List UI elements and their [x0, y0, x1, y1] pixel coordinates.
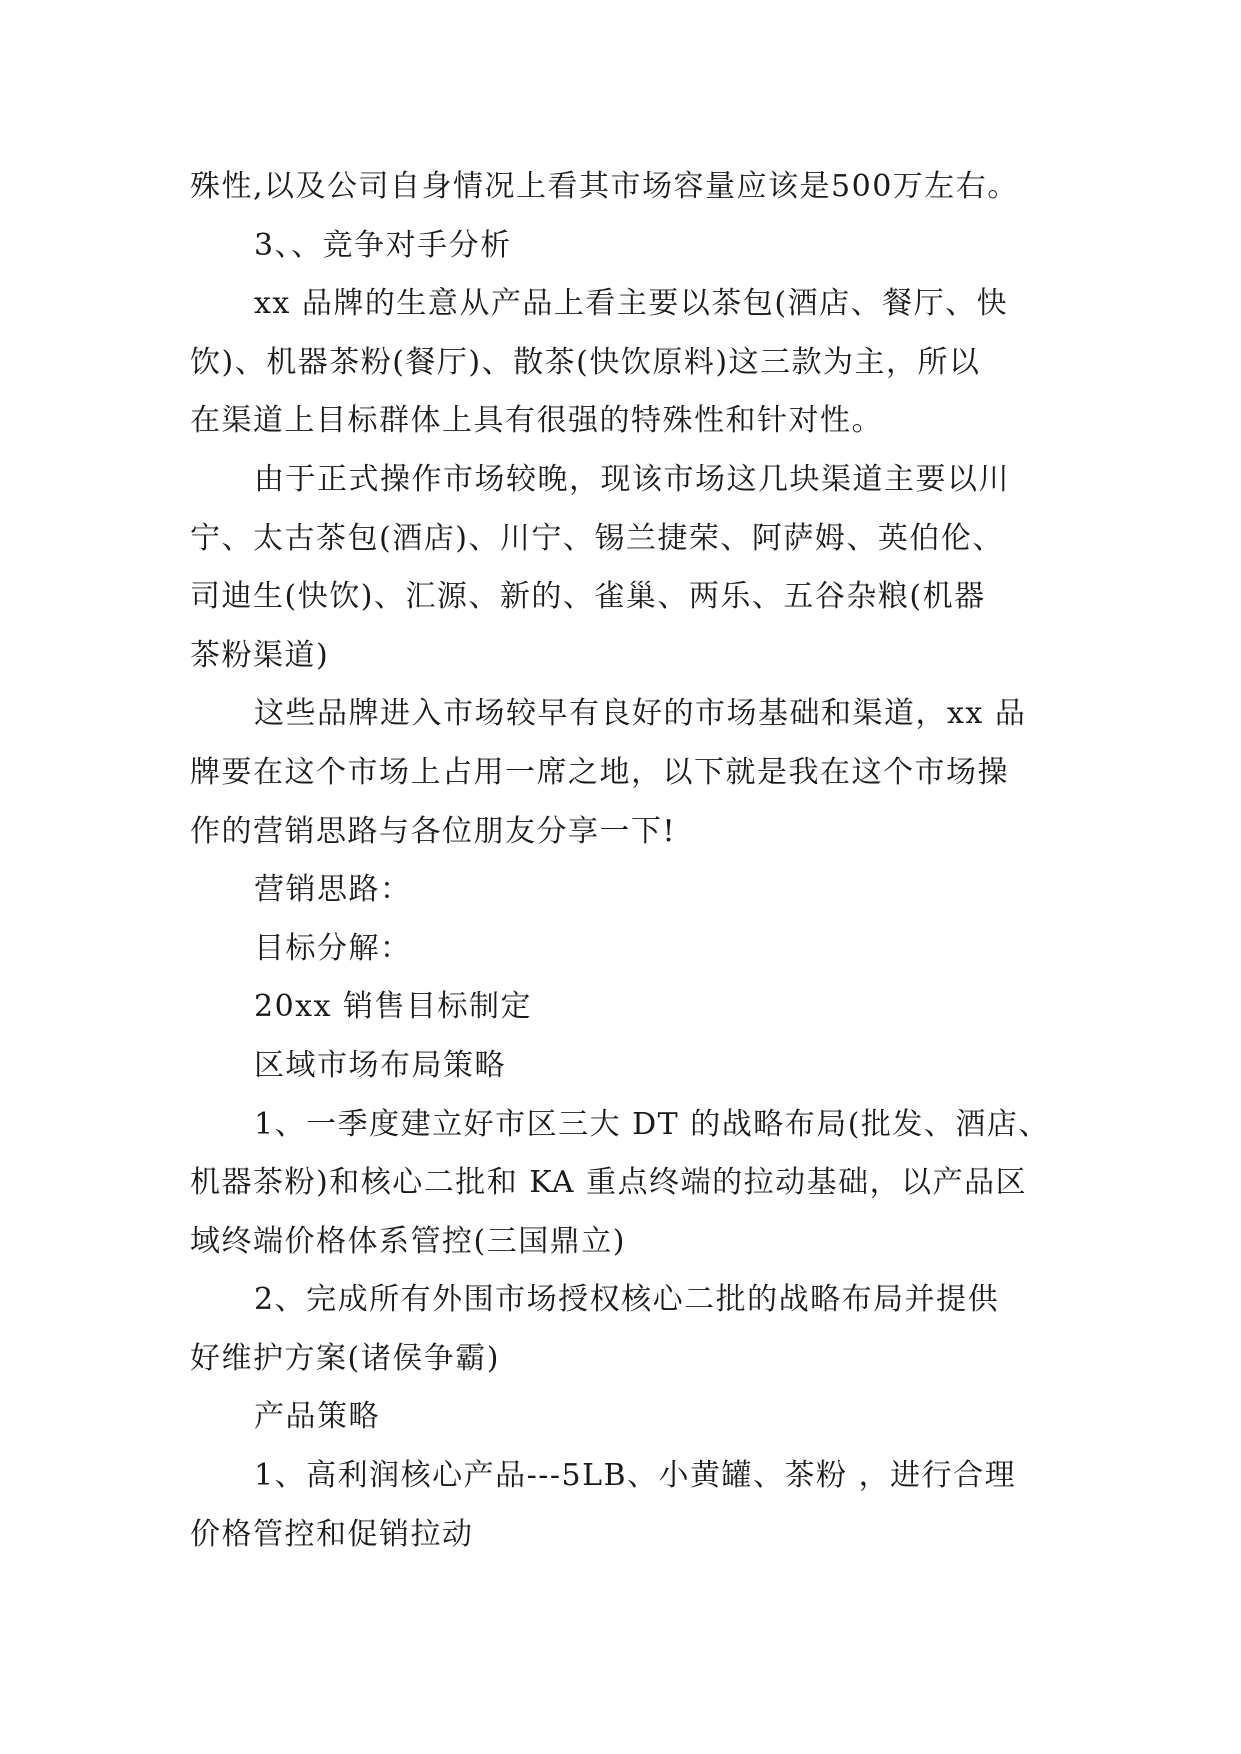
text-line: 2、完成所有外围市场授权核心二批的战略布局并提供 — [254, 1282, 1000, 1318]
text-line: 饮)、机器茶粉(餐厅)、散茶(快饮原料)这三款为主，所以 — [190, 344, 981, 380]
text-line: 价格管控和促销拉动 — [190, 1516, 474, 1552]
text-line: 司迪生(快饮)、汇源、新的、雀巢、两乐、五谷杂粮(机器 — [190, 579, 986, 615]
text-line: 1、高利润核心产品---5LB、小黄罐、茶粉 ，进行合理 — [254, 1458, 1017, 1494]
document-body — [190, 158, 1070, 1564]
section-heading: 产品策略 — [254, 1399, 380, 1435]
section-heading: 区域市场布局策略 — [254, 1047, 506, 1083]
text-line: 在渠道上目标群体上具有很强的特殊性和针对性。 — [190, 403, 883, 439]
text-line: 这些品牌进入市场较早有良好的市场基础和渠道，xx 品 — [254, 696, 1027, 732]
text-line: 1、一季度建立好市区三大 DT 的战略布局(批发、酒店、 — [254, 1106, 1050, 1142]
text-line: 作的营销思路与各位朋友分享一下! — [190, 813, 677, 849]
text-line: 域终端价格体系管控(三国鼎立) — [190, 1223, 626, 1259]
section-heading: 目标分解： — [254, 930, 412, 966]
text-line: 机器茶粉)和核心二批和 KA 重点终端的拉动基础，以产品区 — [190, 1165, 1028, 1201]
text-line: 牌要在这个市场上占用一席之地，以下就是我在这个市场操 — [190, 754, 1009, 790]
section-heading: 3、、竞争对手分析 — [254, 227, 512, 263]
text-line: 宁、太古茶包(酒店)、川宁、锡兰捷荣、阿萨姆、英伯伦、 — [190, 520, 1004, 556]
section-heading: 20xx 销售目标制定 — [254, 989, 533, 1025]
section-heading: 营销思路： — [254, 872, 412, 908]
text-line: 由于正式操作市场较晚，现该市场这几块渠道主要以川 — [254, 461, 1010, 497]
text-line: 殊性,以及公司自身情况上看其市场容量应该是500万左右。 — [190, 169, 1019, 204]
text-line: xx 品牌的生意从产品上看主要以茶包(酒店、餐厅、快 — [254, 286, 1009, 322]
text-line: 好维护方案(诸侯争霸) — [190, 1340, 500, 1376]
text-line: 茶粉渠道) — [190, 637, 330, 673]
